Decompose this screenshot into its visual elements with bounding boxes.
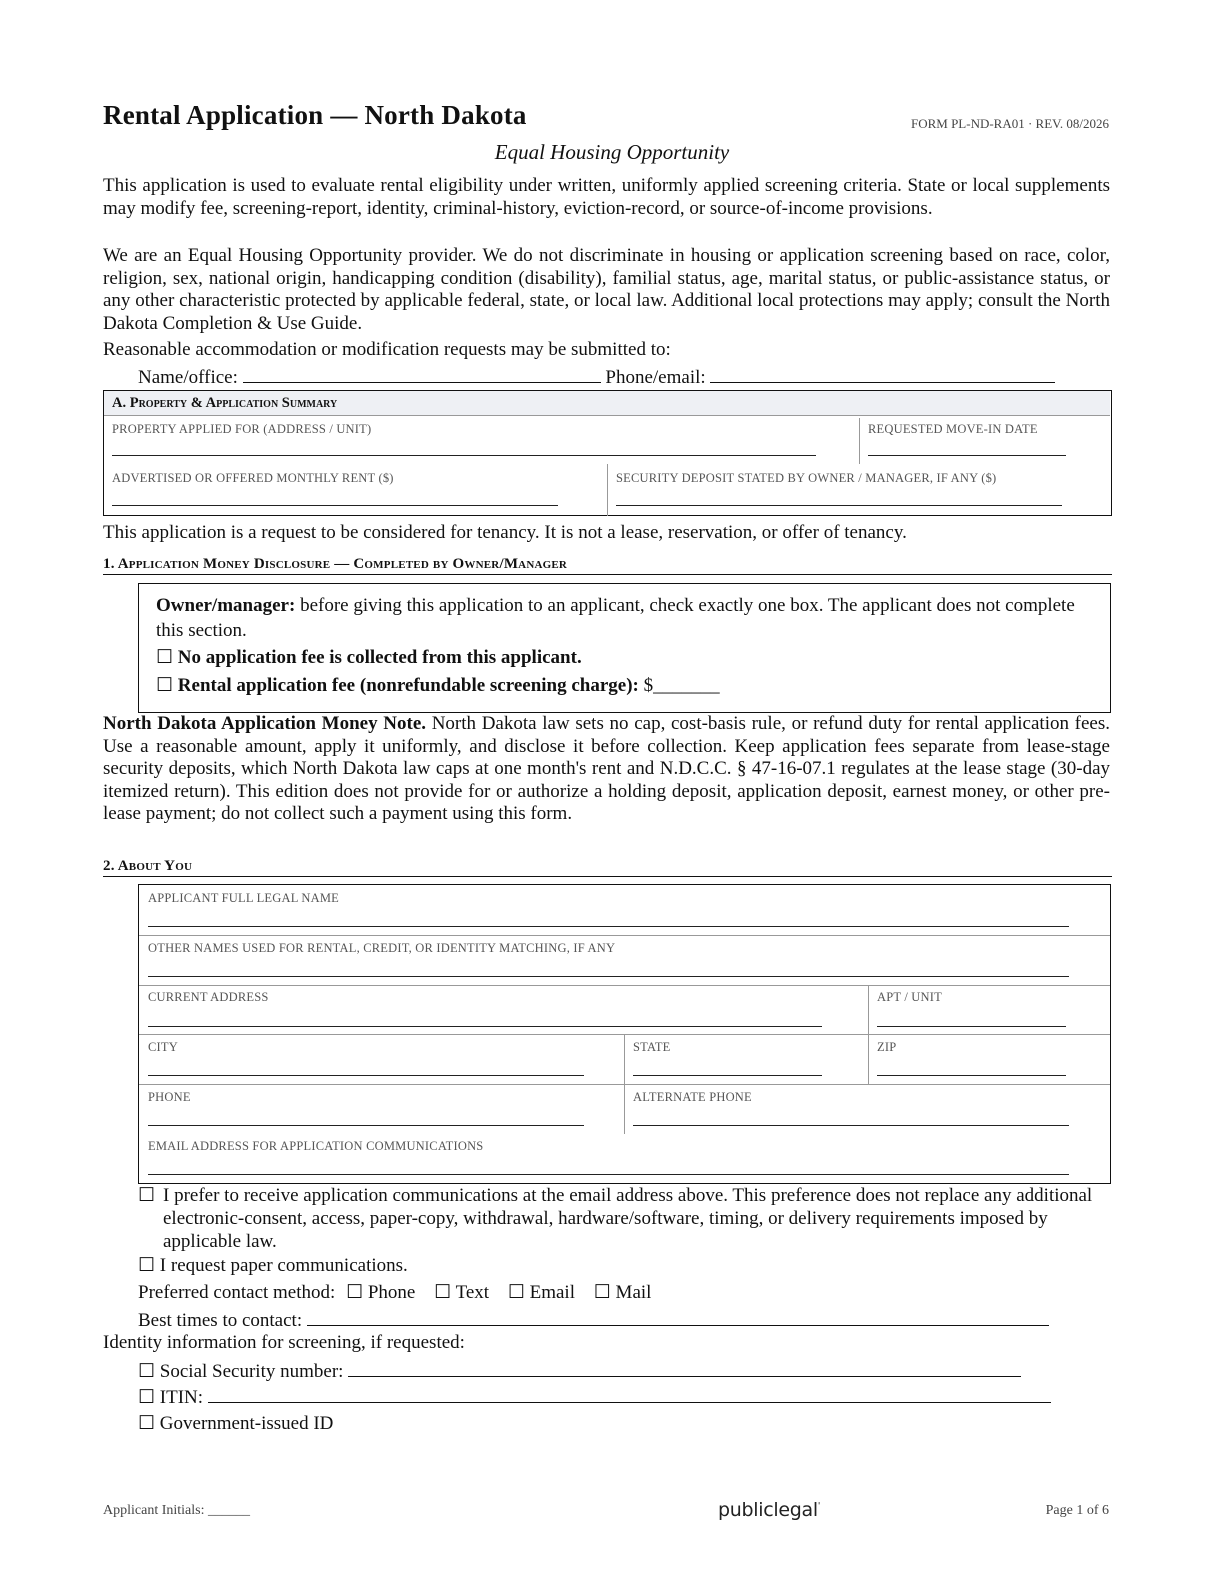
paper-preference-label: I request paper communications. [159,1255,408,1276]
zip-label: ZIP [877,1040,897,1054]
contact-option-label: Text [455,1282,490,1303]
page-number: Page 1 of 6 [1045,1503,1109,1518]
property-label: PROPERTY APPLIED FOR (ADDRESS / UNIT) [112,422,372,436]
full-name-label: APPLICANT FULL LEGAL NAME [148,891,339,905]
identity-intro: Identity information for screening, if requested: [103,1332,465,1353]
other-names-field[interactable] [148,976,1069,977]
itin-option[interactable] [138,1385,1051,1409]
contact-option-mail[interactable]: ☐ Mail [593,1282,652,1303]
intro-paragraph-3: Reasonable accommodation or modification requests may be submitted to: [103,339,671,360]
owner-instructions-text: before giving this application to an applicant, check exactly one box. The applicant does not complete this section. [156,595,1075,641]
owner-instructions [156,594,1096,643]
divider [868,985,869,1085]
state-field[interactable] [633,1075,822,1076]
no-fee-option[interactable] [156,646,582,669]
move-in-field[interactable] [868,455,1066,456]
address-label: CURRENT ADDRESS [148,990,269,1004]
contact-method-row [138,1281,651,1304]
move-in-label: REQUESTED MOVE-IN DATE [868,422,1038,436]
contact-option-label: Phone [367,1282,416,1303]
application-money-note [103,713,1110,826]
ssn-option[interactable] [138,1359,1021,1383]
gov-id-label: Government-issued ID [159,1413,334,1434]
page-title: Rental Application — North Dakota [103,100,527,130]
fee-option[interactable] [156,674,720,697]
divider [139,1084,1110,1085]
full-name-field[interactable] [148,926,1069,927]
itin-label: ITIN: [159,1387,204,1408]
contact-method-label: Preferred contact method: [138,1282,336,1303]
checkbox-icon[interactable]: ☐ [156,647,174,668]
address-field[interactable] [148,1026,822,1027]
divider [139,985,1110,986]
alt-phone-label: ALTERNATE PHONE [633,1090,752,1104]
fee-label: Rental application fee (nonrefundable screening charge): [177,675,639,696]
best-times-label: Best times to contact: [138,1310,303,1331]
checkbox-icon[interactable]: ☐ [138,1387,156,1408]
ssn-label: Social Security number: [159,1361,344,1382]
section-2-heading: 2. About You [103,858,1112,877]
itin-field[interactable] [208,1385,1051,1403]
other-names-label: OTHER NAMES USED FOR RENTAL, CREDIT, OR IDENTITY MATCHING, IF ANY [148,941,616,955]
divider [139,935,1110,936]
name-office-field[interactable] [243,365,601,383]
phone-email-label: Phone/email: [605,367,706,388]
checkbox-icon[interactable]: ☐ [138,1361,156,1382]
city-field[interactable] [148,1075,584,1076]
checkbox-icon[interactable]: ☐ [138,1185,156,1206]
applicant-initials: Applicant Initials: ______ [103,1503,250,1518]
divider [859,418,860,464]
ssn-field[interactable] [348,1359,1021,1377]
section-1-heading: 1. Application Money Disclosure — Completed by Owner/Manager [103,556,1112,575]
zip-field[interactable] [877,1075,1066,1076]
best-times-row [138,1308,1049,1332]
email-label: EMAIL ADDRESS FOR APPLICATION COMMUNICATIONS [148,1139,484,1153]
accommodation-contact-row [138,365,1055,389]
paper-preference-option[interactable] [138,1254,408,1277]
about-you-box [138,884,1111,1184]
intro-paragraph-2: We are an Equal Housing Opportunity provider. We do not discriminate in housing or application screening based on race, color, religion, sex, national origin, handicapping condition (disability), familial status, age, marital status, or public-assistance status, or any other characteristic protected by applicable federal, state, or local law. Additional local protections may apply; consult the North Dakota Completion & Use Guide. [103,245,1110,334]
contact-option-label: Email [529,1282,575,1303]
email-preference-option[interactable] [138,1184,1098,1253]
phone-label: PHONE [148,1090,191,1104]
intro-paragraph-1: This application is used to evaluate rental eligibility under written, uniformly applied screening criteria. State or local supplements may modify fee, screening-report, identity, criminal-history, eviction-record, or source-of-income provisions. [103,175,1110,219]
contact-option-email[interactable]: ☐ Email [507,1282,575,1303]
apt-field[interactable] [877,1026,1066,1027]
contact-option-text[interactable]: ☐ Text [434,1282,490,1303]
state-label: STATE [633,1040,671,1054]
no-fee-label: No application fee is collected from this applicant. [177,647,582,668]
deposit-field[interactable] [616,505,1062,506]
money-note-title: North Dakota Application Money Note. [103,713,427,734]
logo-text: publiclegal [718,1499,818,1521]
section-a-box [103,390,1112,516]
checkbox-icon[interactable]: ☐ [138,1413,156,1434]
alt-phone-field[interactable] [633,1125,1069,1126]
apt-label: APT / UNIT [877,990,942,1004]
money-note-text: North Dakota law sets no cap, cost-basis rule, or refund duty for rental application fees. Use a reasonable amount, apply it uniformly, and disclose it before collection. Keep application fees separate from lease-stage security deposits, which North Dakota law caps at one month's rent and N.D.C.C. § 47-16-07.1 regulates at the lease stage (30-day itemized return). This edition does not provide for or authorize a holding deposit, application deposit, earnest money, or other pre-lease payment; do not collect such a payment using this form. [103,713,1110,824]
owner-disclosure-box [138,583,1111,713]
name-office-label: Name/office: [138,367,238,388]
owner-instructions-label: Owner/manager: [156,595,296,616]
property-field[interactable] [112,455,816,456]
city-label: CITY [148,1040,178,1054]
contact-option-label: Mail [615,1282,652,1303]
publiclegal-logo: publiclegal' [718,1499,821,1521]
section-a-note: This application is a request to be considered for tenancy. It is not a lease, reservation, or offer of tenancy. [103,522,907,543]
email-field[interactable] [148,1174,1069,1175]
email-preference-label: I prefer to receive application communications at the email address above. This preference does not replace any additional electronic-consent, access, paper-copy, withdrawal, hardware/software, timing, or delivery requirements imposed by applicable law. [163,1185,1093,1252]
divider [607,464,608,516]
deposit-label: SECURITY DEPOSIT STATED BY OWNER / MANAGER, IF ANY ($) [616,471,997,485]
checkbox-icon[interactable]: ☐ [156,675,174,696]
subtitle: Equal Housing Opportunity [494,140,730,164]
rent-field[interactable] [112,505,558,506]
fee-amount-field[interactable]: $_______ [643,675,720,696]
checkbox-icon[interactable]: ☐ [138,1255,156,1276]
form-number: FORM PL-ND-RA01 · REV. 08/2026 [910,116,1109,131]
gov-id-option[interactable] [138,1412,333,1435]
best-times-field[interactable] [307,1308,1049,1326]
contact-option-phone[interactable]: ☐ Phone [346,1282,416,1303]
rent-label: ADVERTISED OR OFFERED MONTHLY RENT ($) [112,471,394,485]
phone-email-field[interactable] [710,365,1055,383]
phone-field[interactable] [148,1125,584,1126]
section-a-heading: A. Property & Application Summary [112,395,338,411]
section-a-header [104,391,1110,416]
